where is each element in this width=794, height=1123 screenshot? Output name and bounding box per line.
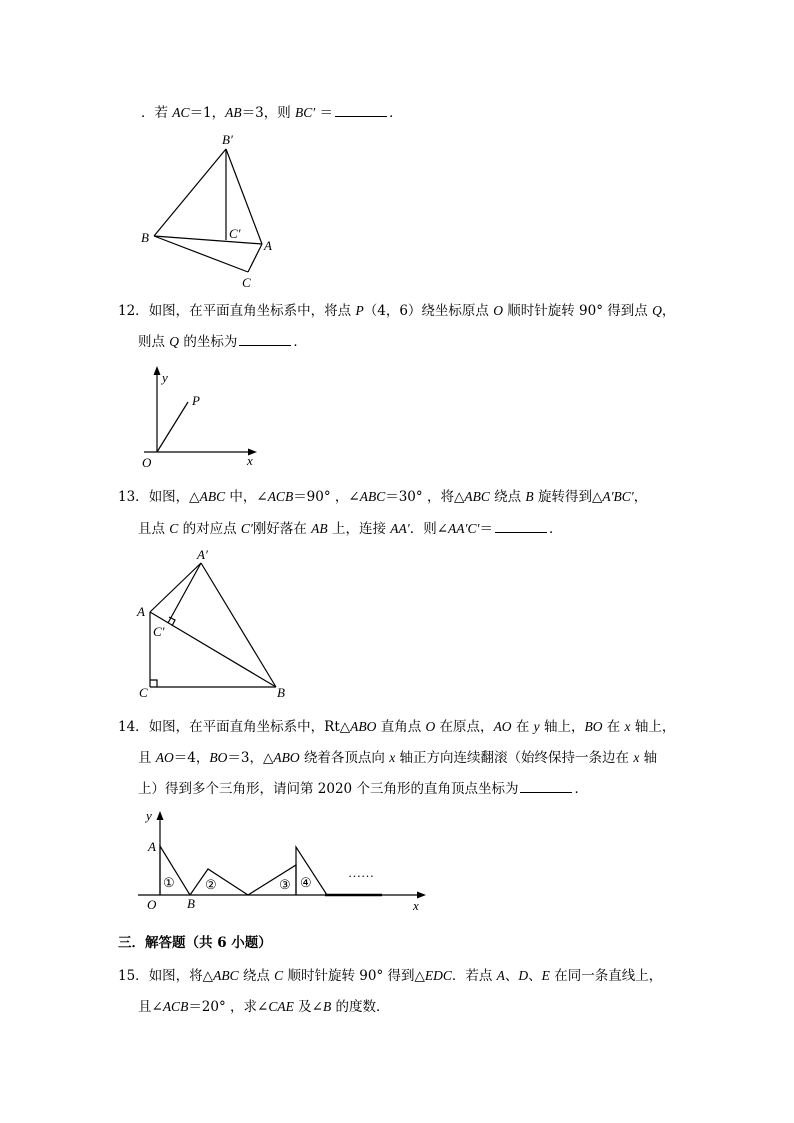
q11-text: ．若 AC＝1，AB＝3，则 BC′ ＝ ． (141, 105, 403, 121)
q14-line2: 且 AO＝4，BO＝3，△ABO 绕着各顶点向 x 轴正方向连续翻滚（始终保持一条边在 x 轴 (138, 750, 658, 766)
label-c-prime: C′ (229, 226, 241, 241)
triangle-number-4: ④ (300, 875, 312, 890)
label-o: O (142, 455, 152, 470)
triangle-number-2: ② (205, 877, 217, 892)
ellipsis: …… (348, 865, 374, 880)
label-c-prime: C′ (153, 624, 165, 639)
label-c: C (242, 275, 251, 290)
label-b: B (141, 230, 149, 245)
label-y: y (162, 370, 168, 385)
q13-line1: 13．如图，△ABC 中，∠ACB＝90° ，∠ABC＝30° ，将△ABC 绕点 B 旋转得到△A′BC′， (118, 489, 648, 505)
q14-line1: 14．如图，在平面直角坐标系中，Rt△ABO 直角点 O 在原点，AO 在 y 轴上，BO 在 x 轴上， (118, 719, 676, 735)
label-x: x (247, 453, 253, 468)
q12-line2: 则点 Q 的坐标为 ． (138, 334, 307, 350)
label-a: A (137, 604, 145, 619)
label-b: B (277, 685, 285, 700)
label-c: C (139, 685, 148, 700)
label-x: x (413, 898, 419, 913)
q13-line2: 且点 C 的对应点 C′刚好落在 AB 上，连接 AA′．则∠AA′C′＝ ． (138, 521, 563, 537)
label-a: A (148, 839, 156, 854)
label-o: O (147, 897, 157, 912)
q14-line3: 上）得到多个三角形，请问第 2020 个三角形的直角顶点坐标为 ． (138, 781, 588, 797)
q12-line1: 12．如图，在平面直角坐标系中，将点 P（4，6）绕坐标原点 O 顺时针旋转 90° 得到点 Q， (118, 303, 676, 319)
q15-line2: 且∠ACB＝20° ，求∠CAE 及∠B 的度数． (138, 999, 390, 1015)
label-y: y (146, 808, 152, 823)
triangle-number-3: ③ (279, 877, 291, 892)
q15-line1: 15．如图，将△ABC 绕点 C 顺时针旋转 90° 得到△EDC．若点 A、D、E 在同一条直线上， (118, 968, 663, 984)
label-a: A (264, 238, 272, 253)
label-b-prime: B′ (222, 132, 233, 147)
triangle-number-1: ① (163, 875, 175, 890)
label-p: P (192, 393, 200, 408)
label-a-prime: A′ (197, 547, 208, 562)
section-heading: 三．解答题（共 6 小题） (118, 935, 272, 951)
label-b: B (187, 896, 195, 911)
